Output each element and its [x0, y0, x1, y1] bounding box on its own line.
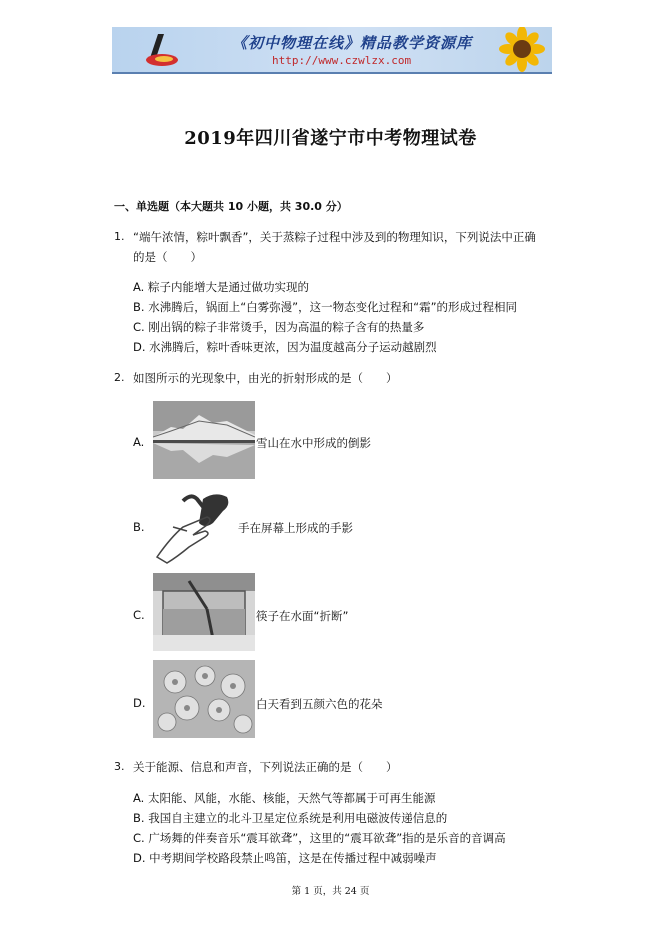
header-banner — [112, 27, 552, 74]
q2-option-a-text: 雪山在水中形成的倒影 — [256, 436, 371, 450]
q1-stem-line2: 的是（ ） — [133, 250, 202, 264]
q1-option-b: B. 水沸腾后，锅面上“白雾弥漫”，这一物态变化过程和“霜”的形成过程相同 — [133, 300, 518, 314]
q2-option-d-letter: D. — [133, 696, 146, 710]
q3-option-b: B. 我国自主建立的北斗卫星定位系统是利用电磁波传递信息的 — [133, 811, 448, 825]
q3-option-d: D. 中考期间学校路段禁止鸣笛，这是在传播过程中减弱噪声 — [133, 851, 437, 865]
section-heading: 一、单选题（本大题共 10 小题，共 30.0 分） — [114, 200, 348, 213]
q3-stem: 关于能源、信息和声音，下列说法正确的是（ ） — [133, 760, 398, 774]
q2-option-a-letter: A. — [133, 435, 145, 449]
q2-option-b-letter: B. — [133, 520, 145, 534]
page-footer: 第 1 页，共 24 页 — [291, 886, 370, 897]
document-title: 2019年四川省遂宁市中考物理试卷 — [184, 128, 477, 149]
q1-number: 1. — [114, 230, 125, 243]
q2-option-c-text: 筷子在水面“折断” — [256, 609, 349, 623]
q3-option-a: A. 太阳能、风能，水能、核能，天然气等都属于可再生能源 — [133, 791, 436, 805]
q1-option-c: C. 刚出锅的粽子非常烫手，因为高温的粽子含有的热量多 — [133, 320, 425, 334]
q2-stem: 如图所示的光现象中，由光的折射形成的是（ ） — [133, 371, 398, 385]
sunflower-icon — [496, 27, 548, 72]
q1-option-d: D. 水沸腾后，粽叶香味更浓，因为温度越高分子运动越剧烈 — [133, 340, 437, 354]
q1-stem-line1: “端午浓情，粽叶飘香”，关于蒸粽子过程中涉及到的物理知识，下列说法中正确 — [133, 230, 536, 244]
q1-option-a: A. 粽子内能增大是通过做功实现的 — [133, 280, 309, 294]
q2-option-b-image — [153, 487, 235, 567]
banner-url: http://www.czwlzx.com — [272, 54, 412, 67]
q2-option-a-image — [153, 401, 255, 479]
q3-option-c: C. 广场舞的伴奏音乐“震耳欲聋”，这里的“震耳欲聋”指的是乐音的音调高 — [133, 831, 506, 845]
q2-option-c-letter: C. — [133, 608, 145, 622]
site-logo-icon — [140, 32, 180, 68]
q2-number: 2. — [114, 371, 125, 384]
q2-option-d-image — [153, 660, 255, 738]
banner-title: 《初中物理在线》精品教学资源库 — [232, 34, 473, 52]
q3-number: 3. — [114, 760, 125, 773]
q2-option-d-text: 白天看到五颜六色的花朵 — [256, 697, 383, 711]
q2-option-b-text: 手在屏幕上形成的手影 — [238, 521, 353, 535]
q2-option-c-image — [153, 573, 255, 651]
